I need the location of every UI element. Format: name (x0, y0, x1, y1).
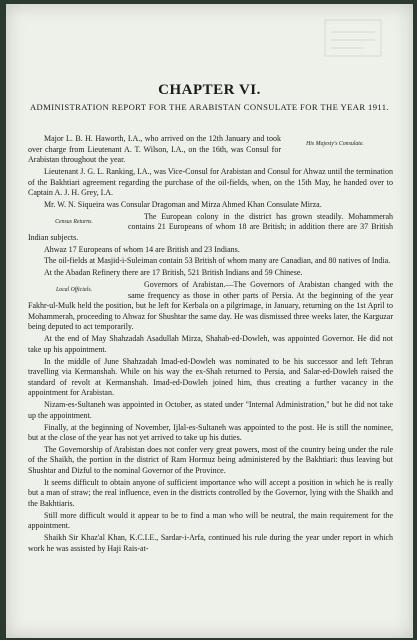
paragraph: Lieutenant J. G. L. Ranking, I.A., was Vice-Consul for Arabistan and Consul for Ahwaz until the termination of the Bakhtiari agreement regarding the purchase of the oil-fields, when, on the 15th May, he handed over to Captain A. J. H. Grey, I.A. (28, 166, 393, 198)
document-page (6, 4, 413, 638)
paragraph: Ahwaz 17 Europeans of whom 14 are British and 23 Indians. (44, 244, 240, 254)
chapter-title: CHAPTER VI. (158, 82, 261, 98)
paragraph: The oil-fields at Masjid-i-Suleiman contain 53 British of whom many are Canadian, and 80 natives of India. (44, 256, 391, 266)
paragraph: In the middle of June Shahzadah Imad-ed-Dowleh was nominated to be his successor and left Tehran travelling via Kermanshah. While on his way the ex-Shah returned to Persia, and Salar-ed-Dowleh raised the standard of revolt at Kermanshah. Imad-ed-Dowleh joined him, thus creating a further vacancy in the appointment for Arabistan. (28, 356, 393, 398)
library-stamp-icon (323, 18, 383, 58)
paragraph: At the end of May Shahzadah Asadullah Mirza, Shahab-ed-Dowleh, was appointed Governor. He did not take up his appointment. (28, 334, 393, 354)
paragraph: Nizam-es-Sultaneh was appointed in October, as stated under "Internal Administration," but he did not take up the appointment. (28, 400, 393, 420)
paragraph: The Governorship of Arabistan does not confer very great powers, most of the country being under the rule of the Shaikh, the portion in the district of Ram Hormuz being administered by the Bakhtiari: thus leaving but Shushtar and Dizful to the nominal Governor of the Province. (28, 444, 393, 476)
margin-note: Local Officials. (55, 287, 93, 294)
report-title: ADMINISTRATION REPORT FOR THE ARABISTAN CONSULATE FOR THE YEAR 1911. (29, 102, 390, 112)
paragraph: At the Abadan Refinery there are 17 British, 521 British Indians and 59 Chinese. (44, 268, 303, 278)
paragraph: Shaikh Sir Khaz'al Khan, K.C.I.E., Sardar-i-Arfa, continued his rule during the year under report in which work he was assisted by Haji Rais-at- (28, 533, 393, 553)
paragraph: His Majesty's Consulate. Major L. B. H. Haworth, I.A., who arrived on the 12th January and took over charge from Lieutenant A. T. Wilson, I.A., on the 16th, was Consul for Arabistan throughout the year. (28, 134, 393, 166)
paragraph: Still more difficult would it appear to be to find a man who will be neutral, the main requirement for the appointment. (28, 510, 393, 531)
paragraph: It seems difficult to obtain anyone of sufficient importance who will accept a position in which he is really but a man of straw; the real influence, even in the districts controlled by the Governor, lying with the Shaikh and the Bakhtiaris. (28, 477, 393, 509)
paragraph: Census Returns. The European colony in the district has grown steadily. Mohammerah contains 21 Europeans of whom 18 are British; in addition there are 37 British Indian subjects. (28, 211, 393, 242)
paragraph: Finally, at the beginning of November, Ijlal-es-Sultaneh was appointed to the post. He is still the nominee, but at the close of the year has not yet arrived to take up his duties. (28, 422, 393, 443)
paragraph: Local Officials. Governors of Arabistan.—The Governors of Arabistan changed with the same frequency as those in other parts of Persia. At the beginning of the year Fakhr-ul-Mulk held the position, but he left for Kerbala on a pilgrimage, in January, returning on the 1st April to Mohammerah, proceeding to Ahwaz for Shushtar the same day. He was dismissed three weeks later, the Karguzar being deputed to act temporarily. (28, 280, 393, 332)
margin-note: His Majesty's Consulate. (306, 141, 364, 147)
margin-note: Census Returns. (55, 218, 93, 225)
paragraph: Mr. W. N. Siqueira was Consular Dragoman and Mirza Ahmed Khan Consulate Mirza. (44, 199, 322, 209)
report-body (28, 134, 393, 556)
